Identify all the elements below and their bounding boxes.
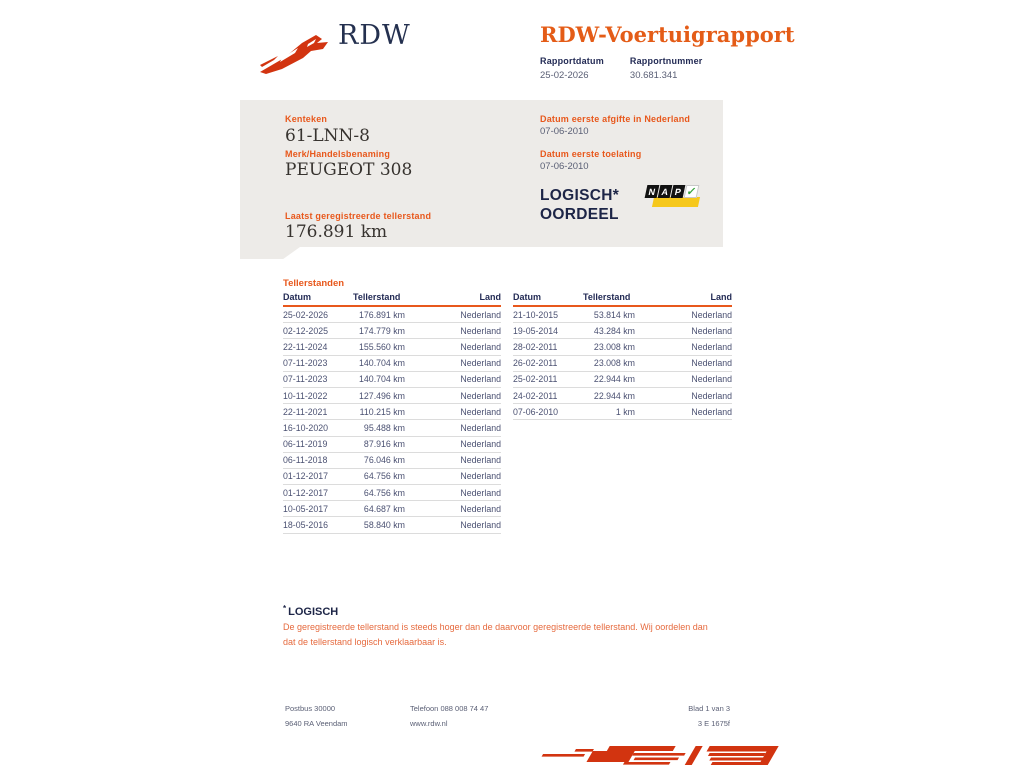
cell-datum: 06-11-2019 (283, 436, 353, 452)
cell-tellerstand: 1 km (583, 404, 643, 420)
col-header-datum: Datum (513, 290, 583, 306)
table-row (283, 355, 501, 371)
cell-land: Nederland (643, 387, 732, 403)
report-number-block (630, 56, 703, 81)
footer-address-line1: Postbus 30000 (285, 704, 336, 713)
cell-land: Nederland (413, 355, 501, 371)
merk-label: Merk/Handelsbenaming (285, 149, 391, 159)
cell-tellerstand: 23.008 km (583, 339, 643, 355)
cell-tellerstand: 43.284 km (583, 323, 643, 339)
cell-tellerstand: 140.704 km (353, 355, 413, 371)
footnote-asterisk: * (283, 604, 287, 613)
col-header-tellerstand: Tellerstand (583, 290, 643, 306)
table-row (283, 436, 501, 452)
cell-datum: 26-02-2011 (513, 355, 583, 371)
table-row (513, 306, 732, 323)
laatste-tellerstand-value: 176.891 km (285, 222, 388, 242)
report-meta (540, 56, 703, 81)
footer-page-number: Blad 1 van 3 (688, 704, 730, 713)
laatste-tellerstand-label: Laatst geregistreerde tellerstand (285, 211, 432, 221)
cell-datum: 16-10-2020 (283, 420, 353, 436)
cell-datum: 28-02-2011 (513, 339, 583, 355)
cell-land: Nederland (413, 452, 501, 468)
cell-land: Nederland (413, 323, 501, 339)
cell-land: Nederland (643, 323, 732, 339)
table-row (513, 339, 732, 355)
table-row (283, 501, 501, 517)
footnote-title-text: LOGISCH (288, 606, 339, 618)
tellerstanden-section-title: Tellerstanden (283, 278, 345, 289)
col-header-tellerstand: Tellerstand (353, 290, 413, 306)
cell-tellerstand: 87.916 km (353, 436, 413, 452)
nap-yellow-stripe (652, 197, 700, 207)
report-date-block (540, 56, 604, 81)
col-header-land: Land (643, 290, 732, 306)
table-row (513, 371, 732, 387)
footer-address-line2: 9640 RA Veendam (285, 719, 348, 728)
page-title: RDW-Voertuigrapport (540, 22, 795, 47)
rdw-logo-text: RDW (338, 20, 411, 51)
cell-datum: 21-10-2015 (513, 306, 583, 323)
table-row (283, 306, 501, 323)
cell-datum: 01-12-2017 (283, 468, 353, 484)
cell-datum: 07-06-2010 (513, 404, 583, 420)
cell-datum: 02-12-2025 (283, 323, 353, 339)
table-row (513, 404, 732, 420)
table-header-row (513, 290, 732, 306)
eerste-toelating-label: Datum eerste toelating (540, 149, 642, 159)
table-row (283, 420, 501, 436)
cell-tellerstand: 155.560 km (353, 339, 413, 355)
cell-tellerstand: 22.944 km (583, 387, 643, 403)
cell-datum: 25-02-2026 (283, 306, 353, 323)
table-row (513, 323, 732, 339)
footer-phone: Telefoon 088 008 74 47 (410, 704, 489, 713)
footnote-title (283, 604, 338, 618)
cell-tellerstand: 140.704 km (353, 371, 413, 387)
nap-letter-p: P (671, 185, 686, 198)
cell-datum: 07-11-2023 (283, 371, 353, 387)
footer-website: www.rdw.nl (410, 719, 448, 728)
table-row (513, 355, 732, 371)
cell-datum: 18-05-2016 (283, 517, 353, 533)
cell-land: Nederland (413, 501, 501, 517)
cell-datum: 01-12-2017 (283, 485, 353, 501)
kenteken-value: 61-LNN-8 (285, 126, 370, 146)
cell-land: Nederland (413, 306, 501, 323)
cell-land: Nederland (413, 420, 501, 436)
report-date-value: 25-02-2026 (540, 70, 589, 81)
cell-tellerstand: 176.891 km (353, 306, 413, 323)
table-row (283, 323, 501, 339)
report-number-label: Rapportnummer (629, 56, 703, 66)
cell-land: Nederland (413, 517, 501, 533)
oordeel-text (540, 186, 619, 224)
cell-tellerstand: 110.215 km (353, 404, 413, 420)
table-row (283, 452, 501, 468)
footer-address (285, 701, 348, 731)
bottom-stripes-graphic (540, 742, 788, 768)
cell-land: Nederland (413, 339, 501, 355)
cell-tellerstand: 76.046 km (353, 452, 413, 468)
table-row (513, 387, 732, 403)
cell-tellerstand: 95.488 km (353, 420, 413, 436)
cell-tellerstand: 23.008 km (583, 355, 643, 371)
tellerstanden-table-right (513, 290, 732, 420)
cell-datum: 10-11-2022 (283, 387, 353, 403)
cell-land: Nederland (413, 468, 501, 484)
footnote-text: De geregistreerde tellerstand is steeds hoger dan de daarvoor geregistreerde tellerstand. Wij oordelen dan dat de tellerstand logisch verklaarbaar is. (283, 622, 708, 647)
nap-logo (646, 185, 700, 209)
cell-land: Nederland (643, 355, 732, 371)
cell-land: Nederland (413, 436, 501, 452)
rdw-bird-icon (258, 30, 334, 76)
cell-tellerstand: 64.687 km (353, 501, 413, 517)
nap-checkmark-icon: ✓ (684, 185, 700, 198)
cell-datum: 06-11-2018 (283, 452, 353, 468)
col-header-land: Land (413, 290, 501, 306)
oordeel-line2: OORDEEL (540, 206, 619, 223)
table-row (283, 517, 501, 533)
cell-datum: 07-11-2023 (283, 355, 353, 371)
footer-contact (410, 701, 488, 731)
eerste-afgifte-value: 07-06-2010 (540, 126, 589, 137)
cell-datum: 24-02-2011 (513, 387, 583, 403)
merk-value: PEUGEOT 308 (285, 160, 413, 180)
cell-tellerstand: 22.944 km (583, 371, 643, 387)
table-row (283, 387, 501, 403)
table-row (283, 371, 501, 387)
cell-tellerstand: 64.756 km (353, 468, 413, 484)
tellerstanden-table-left (283, 290, 501, 534)
cell-land: Nederland (643, 404, 732, 420)
cell-datum: 22-11-2024 (283, 339, 353, 355)
cell-land: Nederland (413, 387, 501, 403)
cell-datum: 25-02-2011 (513, 371, 583, 387)
cell-land: Nederland (413, 485, 501, 501)
table-row (283, 485, 501, 501)
report-number-value: 30.681.341 (629, 70, 678, 81)
cell-tellerstand: 127.496 km (353, 387, 413, 403)
cell-tellerstand: 58.840 km (353, 517, 413, 533)
cell-datum: 10-05-2017 (283, 501, 353, 517)
cell-datum: 22-11-2021 (283, 404, 353, 420)
table-row (283, 339, 501, 355)
rdw-logo (258, 18, 438, 78)
footer-form-code: 3 E 1675f (697, 719, 730, 728)
summary-panel-tab (240, 247, 300, 259)
footer-page-info (580, 701, 730, 731)
nap-letter-a: A (658, 185, 673, 198)
cell-tellerstand: 174.779 km (353, 323, 413, 339)
table-row (283, 468, 501, 484)
cell-land: Nederland (413, 404, 501, 420)
table-header-row (283, 290, 501, 306)
cell-land: Nederland (413, 371, 501, 387)
cell-tellerstand: 53.814 km (583, 306, 643, 323)
nap-letter-boxes (646, 185, 698, 198)
table-row (283, 404, 501, 420)
eerste-toelating-value: 07-06-2010 (540, 161, 589, 172)
eerste-afgifte-label: Datum eerste afgifte in Nederland (540, 114, 691, 124)
report-date-label: Rapportdatum (540, 56, 604, 66)
cell-land: Nederland (643, 339, 732, 355)
col-header-datum: Datum (283, 290, 353, 306)
oordeel-line1: LOGISCH* (540, 187, 620, 204)
cell-datum: 19-05-2014 (513, 323, 583, 339)
cell-tellerstand: 64.756 km (353, 485, 413, 501)
nap-letter-n: N (645, 185, 660, 198)
cell-land: Nederland (643, 306, 732, 323)
kenteken-label: Kenteken (285, 114, 328, 124)
cell-land: Nederland (643, 371, 732, 387)
